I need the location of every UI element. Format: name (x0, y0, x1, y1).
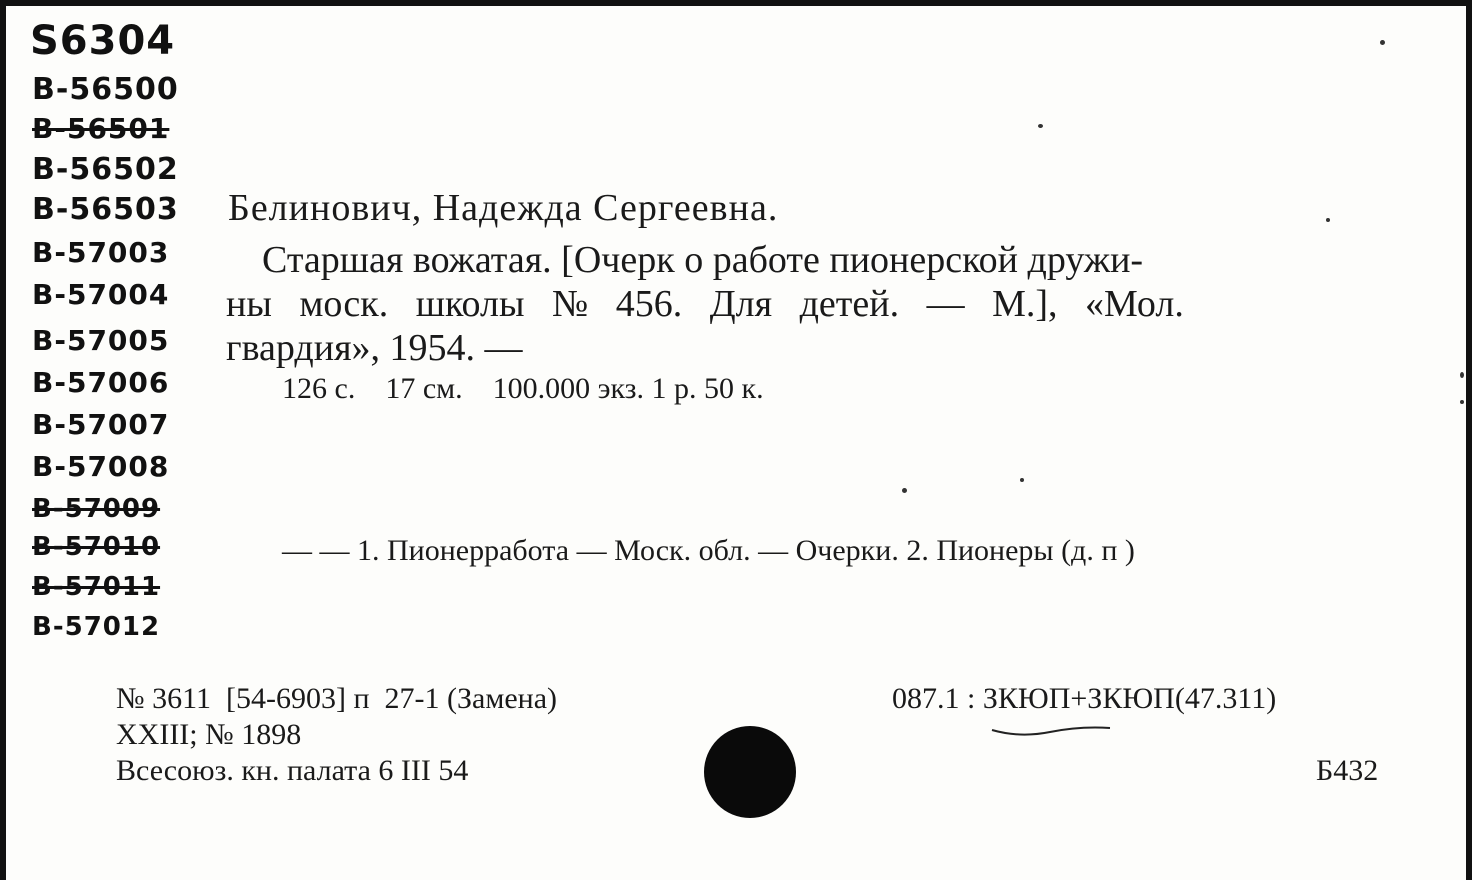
physical-description: 126 с. 17 см. 100.000 экз. 1 р. 50 к. (282, 372, 764, 405)
handwritten-number: B-57003 (32, 236, 170, 269)
handwritten-number: B-56503 (32, 192, 179, 227)
scan-speck (902, 488, 907, 493)
handwritten-number: B-57004 (32, 278, 170, 311)
author-heading: Белинович, Надежда Сергеевна. (228, 187, 779, 229)
handwritten-number: B-56500 (32, 72, 179, 107)
chamber-stamp: Всесоюз. кн. палата 6 III 54 (116, 754, 469, 787)
handwritten-number: S6304 (30, 18, 176, 64)
scan-speck (1460, 400, 1464, 404)
handwritten-number-struck: B-57010 (32, 532, 161, 562)
handwritten-number-struck: B-57011 (32, 572, 161, 602)
title-line: гвардия», 1954. — (226, 327, 523, 369)
scan-border-left (0, 0, 6, 880)
card-code: Б432 (1316, 754, 1379, 787)
classification-index: 087.1 : ЗКЮП+ЗКЮП(47.311) (892, 682, 1277, 715)
scan-border-top (0, 0, 1472, 6)
handwritten-number: B-57005 (32, 324, 170, 357)
scan-speck (1020, 478, 1024, 482)
scan-speck (1380, 40, 1385, 45)
handwritten-number: B-57007 (32, 408, 170, 441)
scan-speck (1460, 372, 1464, 378)
punch-hole (704, 726, 796, 818)
scan-speck (1326, 218, 1330, 222)
handwritten-number-struck: B-57009 (32, 494, 161, 524)
scan-speck (1038, 124, 1043, 128)
handwritten-number: B-57012 (32, 612, 161, 642)
title-line: ны моск. школы № 456. Для детей. — М.], «Мол. (226, 283, 1184, 325)
handwritten-number: B-57006 (32, 366, 170, 399)
wavy-underline (990, 724, 1112, 738)
subject-headings: — — 1. Пионерработа — Моск. обл. — Очерки. 2. Пионеры (д. п ) (282, 534, 1135, 567)
handwritten-number: B-57008 (32, 450, 170, 483)
record-reference: XXIII; № 1898 (116, 718, 302, 751)
record-number: № 3611 [54-6903] п 27-1 (Замена) (116, 682, 558, 715)
title-line: Старшая вожатая. [Очерк о работе пионерской дружи- (262, 239, 1144, 281)
scan-border-right (1466, 0, 1472, 880)
handwritten-number: B-56502 (32, 152, 179, 187)
handwritten-number-struck: B-56501 (32, 112, 170, 145)
